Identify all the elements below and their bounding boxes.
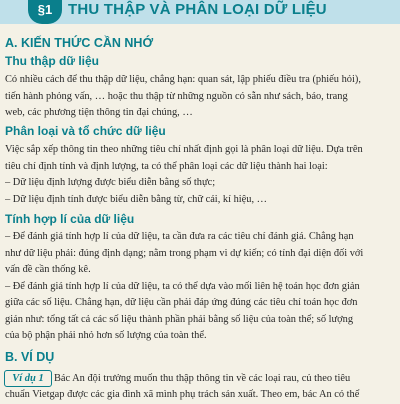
text-line: web, các phương tiện thông tin đại chúng, … <box>5 107 193 118</box>
text-line: Việc sắp xếp thông tin theo những tiêu chí nhất định gọi là phân loại dữ liệu. Dựa trên <box>5 144 363 155</box>
text-line: giản như: tổng tất cả các số liệu thành phần phải bằng số liệu của toàn thể; số lượng <box>5 313 354 325</box>
text-line: tiêu chí định tính và định lượng, ta có thể phân loại các dữ liệu thành hai loại: <box>5 160 328 172</box>
lesson-header-bar <box>0 0 400 24</box>
text-line: tiến hành phỏng vấn, … hoặc thu thập từ những nguồn có sẵn như sách, báo, trang <box>5 90 348 102</box>
subheading-validity: Tính hợp lí của dữ liệu <box>5 212 135 226</box>
paragraph-validity <box>5 229 397 345</box>
example-label: Ví dụ 1 <box>4 370 52 387</box>
section-a-heading: A. KIẾN THỨC CẦN NHỚ <box>5 36 154 50</box>
subheading-classify: Phân loại và tổ chức dữ liệu <box>5 124 166 138</box>
section-b-heading: B. VÍ DỤ <box>5 350 55 364</box>
example-text-line: Bác An đội trưởng muốn thu thập thông tin về các loại rau, củ theo tiêu <box>54 373 351 384</box>
paragraph-collect <box>5 72 397 122</box>
text-line: – Dữ liệu định tính được biểu diễn bằng từ, chữ cái, kí hiệu, … <box>5 193 268 205</box>
text-line: – Để đánh giá tính hợp lí của dữ liệu, ta cần đưa ra các tiêu chí đánh giá. Chẳng hạn <box>5 231 354 242</box>
text-line: của bộ phận phải nhỏ hơn số lượng của toàn thể. <box>5 330 207 341</box>
text-line: Có nhiều cách để thu thập dữ liệu, chẳng hạn: quan sát, lập phiếu điều tra (phiếu hỏi), <box>5 74 361 85</box>
example-text-line: chuẩn Vietgap được các gia đình xã mình phụ trách sản xuất. Theo em, bác An có thể <box>5 389 360 400</box>
subheading-collect: Thu thập dữ liệu <box>5 54 100 68</box>
text-line: – Dữ liệu định lượng được biểu diễn bằng số thực; <box>5 177 216 188</box>
text-line: – Để đánh giá tính hợp lí của dữ liệu, ta có thể dựa vào mối liên hệ toán học đơn giản <box>5 280 360 292</box>
lesson-number-badge: §1 <box>28 0 62 24</box>
text-line: vấn đề cần thống kê. <box>5 264 91 275</box>
lesson-title: THU THẬP VÀ PHÂN LOẠI DỮ LIỆU <box>68 1 327 18</box>
paragraph-classify <box>5 142 397 208</box>
text-line: như dữ liệu phải: đúng định dạng; nằm trong phạm vi dự kiến; có tính đại diện đối với <box>5 247 364 259</box>
text-line: giữa các số liệu. Chẳng hạn, dữ liệu cần phải đáp ứng đúng các tiêu chí toán học đơn <box>5 297 358 308</box>
